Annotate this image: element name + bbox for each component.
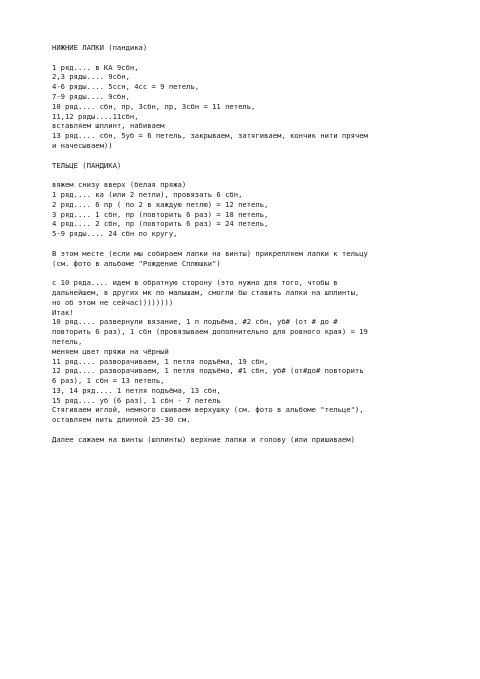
blank-line — [52, 268, 467, 278]
text-line: но об этом не сейчас)))))))) — [52, 297, 174, 307]
text-line: 4-6 ряды.... 5ссн, 4сс = 9 петель, — [52, 82, 200, 92]
text-line: Итак! — [52, 307, 74, 317]
text-line: 10 ряд.... сбн, пр, 3сбн, пр, 3сбн = 11 петель, — [52, 101, 256, 111]
text-line: с 10 ряда.... идем в обратную сторону (это нужно для того, чтобы в — [52, 278, 338, 288]
text-line: 13 ряд.... сбн, 5уб = 6 петель, закрываем, затягиваем, кончик нити прячем — [52, 131, 368, 141]
heading-body: ТЕЛЬЦЕ (ПАНДИКА) — [52, 160, 122, 170]
text-line: петель, — [52, 336, 83, 346]
text-line: Далее сажаем на винты (шплинты) верхние лапки и голову (или пришиваем) — [52, 434, 355, 444]
text-line: 7-9 ряды.... 9сбн, — [52, 91, 130, 101]
text-line: 1 ряд.... в КА 9сбн, — [52, 62, 139, 72]
text-line: 11,12 ряды....11сбн, — [52, 111, 139, 121]
text-line: Стягиваем иглой, немного сшиваем верхушку (см. фото в альбоме "тельце"), — [52, 405, 364, 415]
text-line: вставляем шплинт, набиваем — [52, 121, 165, 131]
text-line: 6 раз), 1 сбн = 13 петель, — [52, 376, 165, 386]
blank-line — [52, 239, 467, 249]
text-line: 3 ряд.... 1 сбн, пр (повторить 6 раз) = 18 петель, — [52, 209, 269, 219]
text-line: 11 ряд.... разворачиваем, 1 петля подъёма, 19 сбн, — [52, 356, 269, 366]
text-line: 1 ряд.... ка (или 2 петли), провязать 6 сбн, — [52, 189, 243, 199]
text-line: 12 ряд.... разворачиваем, 1 петля подъёма, #1 сбн, уб# (от#до# повторить — [52, 366, 364, 376]
text-line: и начесываем)) — [52, 140, 113, 150]
text-line: 10 ряд.... развернули вязание, 1 п подъёма, #2 сбн, уб# (от # до # — [52, 317, 338, 327]
blank-line — [52, 53, 467, 63]
text-line: 13, 14 ряд.... 1 петля подъёма, 13 сбн, — [52, 385, 221, 395]
text-line: 2,3 ряды.... 9сбн, — [52, 72, 130, 82]
text-line: (см. фото в альбоме "Рождение Сплюшки") — [52, 258, 221, 268]
blank-line — [52, 151, 467, 161]
text-line: вяжем снизу вверх (белая пряжа) — [52, 180, 187, 190]
text-line: дальнейшем, в других мк по малышам, смогли бы ставить лапки на шплинты, — [52, 287, 360, 297]
text-line: меняем цвет пряжи на чёрный — [52, 346, 169, 356]
blank-line — [52, 170, 467, 180]
blank-line — [52, 425, 467, 435]
text-line: повторить 6 раз), 1 сбн (провязываем дополнительно для ровного края) = 19 — [52, 327, 368, 337]
document-body — [52, 43, 467, 445]
text-line: оставляем нить длинной 25-30 см. — [52, 415, 191, 425]
text-line: В этом месте (если мы собираем лапки на винты) прикрепляем лапки к тельцу — [52, 248, 368, 258]
heading-lower-paws: НИЖНИЕ ЛАПКИ (пандика) — [52, 43, 148, 52]
text-line: 4 ряд.... 2 сбн, пр (повторить 6 раз) = 24 петель, — [52, 219, 269, 229]
text-line: 5-9 ряды.... 24 сбн по кругу, — [52, 229, 178, 239]
text-line: 15 ряд.... уб (6 раз), 1 сбн - 7 петель — [52, 395, 221, 405]
text-line: 2 ряд.... 6 пр ( по 2 в каждую петлю) = 12 петель, — [52, 199, 269, 209]
